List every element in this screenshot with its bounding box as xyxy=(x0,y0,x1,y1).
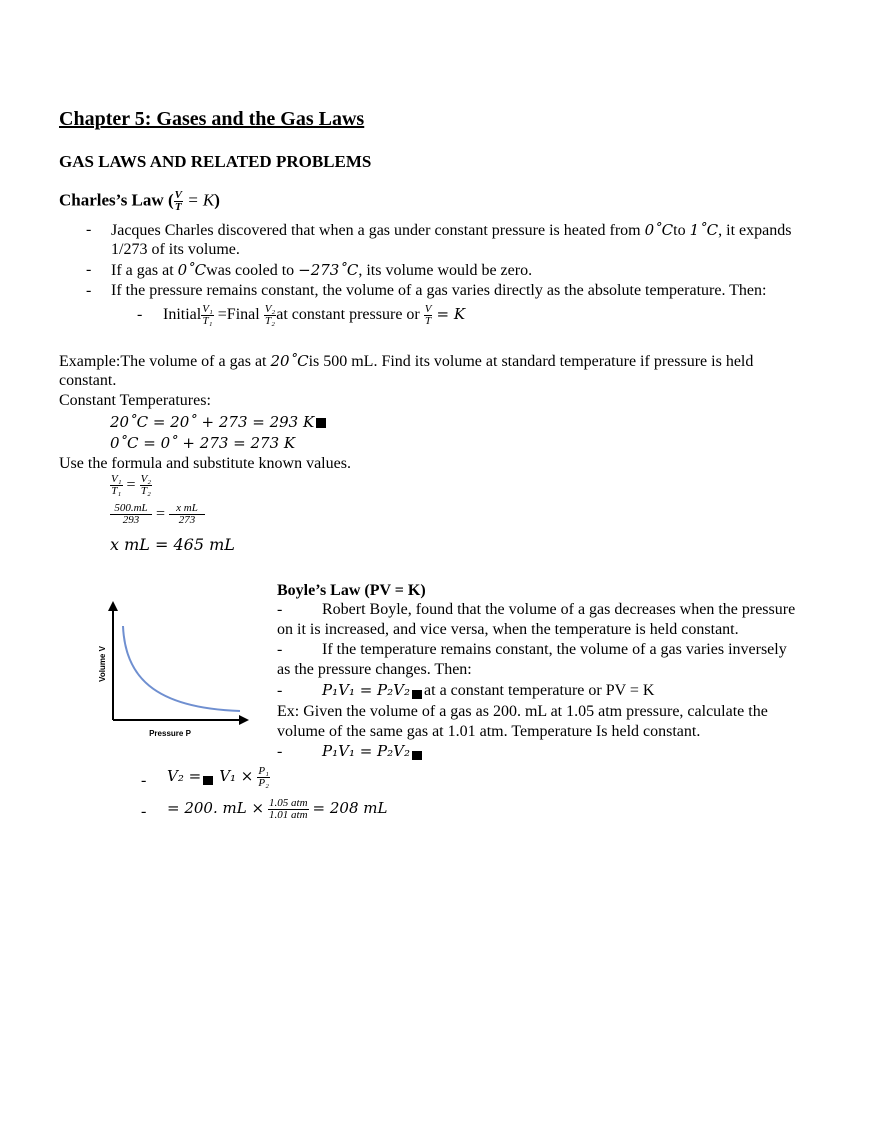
bullet-text: was cooled to xyxy=(206,262,299,279)
boyle-equation: P₁V₁ = P₂V₂ xyxy=(322,681,411,699)
step-lhs: = 200. mL × xyxy=(167,799,265,817)
fraction-denominator: 273 xyxy=(178,514,196,526)
fraction-denominator: P₂ xyxy=(258,776,269,789)
placeholder-square-icon xyxy=(316,418,326,428)
fraction-numerator: V xyxy=(174,189,182,201)
charles-formula-rhs: = K xyxy=(187,190,215,210)
boyle-equation: P₁V₁ = P₂V₂ xyxy=(322,742,411,760)
fraction-denominator: T₂ xyxy=(140,485,151,497)
bullet-text: , it expands xyxy=(718,222,792,239)
placeholder-square-icon xyxy=(203,776,213,785)
rhs-fraction xyxy=(140,474,153,497)
fraction-numerator: V₁ xyxy=(202,302,213,315)
formula-v1t1-v2t2: $\frac{\text{V₁}}{\text{T₁}}$ = $\frac{\text{V₂}}{\text{T₂}}$ xyxy=(111,473,152,497)
boyle-bullet-text: at a constant temperature or PV = K xyxy=(424,682,655,699)
charles-bullet-1-line2: 1/273 of its volume. xyxy=(111,241,240,258)
bullet-text: to xyxy=(673,222,690,239)
step-lhs: V₂ = xyxy=(167,767,202,785)
fraction-numerator: 1.05 atm xyxy=(269,796,308,809)
fraction-denominator: T₁ xyxy=(111,485,122,497)
v1-t1-fraction xyxy=(201,304,214,327)
boyle-law-graph xyxy=(92,600,252,740)
fraction-denominator: T xyxy=(425,314,432,327)
charles-law-title: Charles’s Law xyxy=(59,190,164,210)
example-line-2: constant. xyxy=(59,372,117,389)
charles-formula-fraction xyxy=(174,190,183,213)
boyle-law-heading: Boyle’s Law (PV = K) xyxy=(277,582,426,599)
bullet-text: If a gas at xyxy=(111,262,178,279)
formula-substituted: $\frac{500.mL}{293}$ = $\frac{\text{x mL}}{273}$ xyxy=(110,503,205,526)
fraction-numerator: V xyxy=(424,302,432,315)
charles-bullet-1 xyxy=(111,221,791,240)
boyle-bullet-1-line1: Robert Boyle, found that the volume of a gas decreases when the pressure xyxy=(322,601,796,618)
chapter-title: Chapter 5: Gases and the Gas Laws xyxy=(59,108,365,130)
rhs-fraction xyxy=(169,503,205,526)
v2-t2-fraction xyxy=(264,304,277,327)
bullet-text: , its volume would be zero. xyxy=(358,262,533,279)
boyle-example-line2: volume of the same gas at 1.01 atm. Temperature Is held constant. xyxy=(277,723,701,740)
example-answer: x mL = 465 mL xyxy=(110,535,235,554)
solution-step-2 xyxy=(167,795,387,822)
math-temp: 0˚C xyxy=(644,221,674,239)
charles-bullet-2 xyxy=(111,261,532,280)
bullet-dash: - xyxy=(277,641,283,658)
math-temp: 0˚C xyxy=(177,261,207,279)
solution-step-1 xyxy=(167,763,270,790)
v-t-fraction xyxy=(424,304,433,327)
boyle-bullet-3 xyxy=(322,681,654,700)
fraction-denominator: T xyxy=(174,201,182,213)
fraction-numerator: P₁ xyxy=(258,764,269,777)
math-temp: 1˚C xyxy=(689,221,719,239)
lhs-fraction xyxy=(110,503,152,526)
bullet-dash: - xyxy=(277,743,283,760)
bullet-dash: - xyxy=(141,803,147,820)
example-line-1 xyxy=(59,352,753,371)
use-formula-text: Use the formula and substitute known values. xyxy=(59,455,351,472)
fraction-numerator: V₂ xyxy=(264,302,276,315)
boyle-bullet-1-line2: on it is increased, and vice versa, when the temperature is held constant. xyxy=(277,621,739,638)
fraction-numerator: 500.mL xyxy=(110,503,152,515)
charles-law-heading: Charles’s Law ( $\frac{V}{T}$ = K) xyxy=(59,189,220,213)
fraction-numerator: x mL xyxy=(169,503,205,515)
x-axis-label: Pressure P xyxy=(149,729,191,738)
math-temp: −273˚C xyxy=(298,261,359,279)
bullet-dash: - xyxy=(277,682,283,699)
bullet-dash: - xyxy=(86,221,92,238)
fraction-numerator: V₁ xyxy=(111,473,122,485)
equals-k: = K xyxy=(436,305,466,323)
constant-pressure-text: at constant pressure or xyxy=(276,306,420,323)
atm-fraction xyxy=(268,798,309,821)
sub-bullet-dash: - xyxy=(137,306,143,323)
bullet-dash: - xyxy=(141,772,147,789)
bullet-text: Jacques Charles discovered that when a gas under constant pressure is heated from xyxy=(111,222,645,239)
equation-text: 20˚C = 20˚ + 273 = 293 K xyxy=(110,413,315,431)
pv-curve xyxy=(123,626,240,711)
initial-label: Initial xyxy=(163,306,202,323)
final-label: =Final xyxy=(217,306,264,323)
step-result: = 208 mL xyxy=(312,799,388,817)
placeholder-square-icon xyxy=(412,751,422,760)
math-temp: 20˚C xyxy=(270,352,309,370)
fraction-denominator: T₁ xyxy=(202,314,213,327)
fraction-denominator: 1.01 atm xyxy=(269,808,308,821)
y-axis-label: Volume V xyxy=(98,646,107,682)
fraction-numerator: V₂ xyxy=(140,473,152,485)
fraction-denominator: 293 xyxy=(122,514,140,526)
placeholder-square-icon xyxy=(412,690,422,699)
boyle-bullet-4 xyxy=(322,742,424,761)
example-text: is 500 mL. Find its volume at standard temperature if pressure is held xyxy=(308,353,754,370)
temperature-equation-1 xyxy=(110,413,326,431)
bullet-dash: - xyxy=(86,261,92,278)
lhs-fraction xyxy=(110,474,123,497)
boyle-example-line1: Ex: Given the volume of a gas as 200. mL at 1.05 atm pressure, calculate the xyxy=(277,703,768,720)
charles-sub-bullet xyxy=(163,300,465,329)
bullet-dash: - xyxy=(86,282,92,299)
boyle-bullet-2-line1: If the temperature remains constant, the volume of a gas varies inversely xyxy=(322,641,787,658)
temperature-equation-2: 0˚C = 0˚ + 273 = 273 K xyxy=(110,434,296,452)
step-mid: V₁ × xyxy=(219,767,254,785)
boyle-bullet-2-line2: as the pressure changes. Then: xyxy=(277,661,472,678)
fraction-denominator: T₂ xyxy=(264,314,275,327)
constant-temperatures-label: Constant Temperatures: xyxy=(59,392,211,409)
example-text: Example:The volume of a gas at xyxy=(59,353,271,370)
charles-bullet-3: If the pressure remains constant, the volume of a gas varies directly as the absolute temperature. Then: xyxy=(111,282,767,299)
bullet-dash: - xyxy=(277,601,283,618)
p1-p2-fraction xyxy=(257,766,270,789)
section-heading: GAS LAWS AND RELATED PROBLEMS xyxy=(59,152,372,171)
